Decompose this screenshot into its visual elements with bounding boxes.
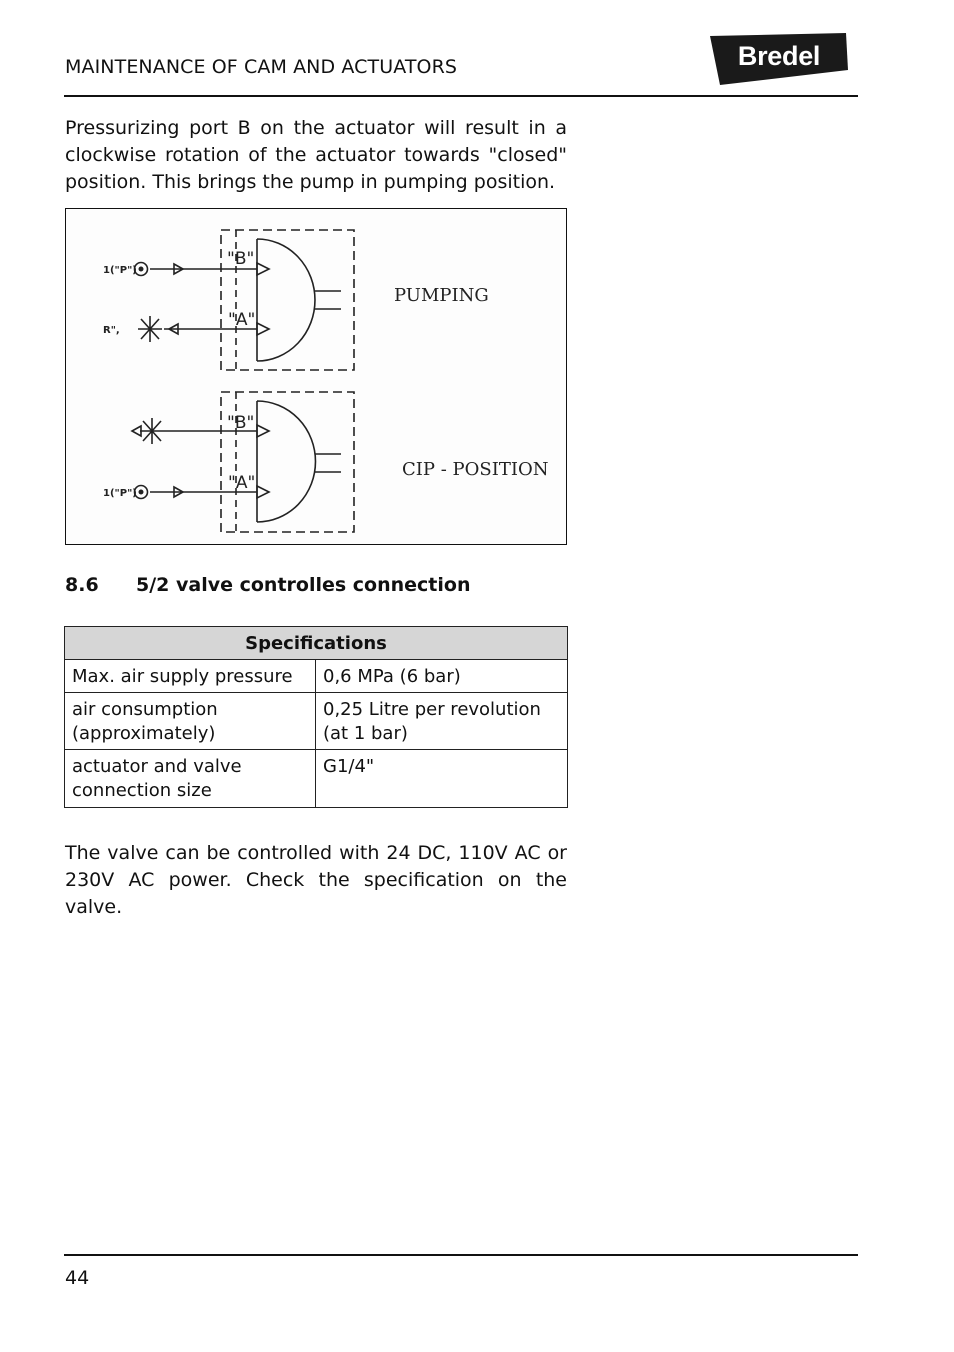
specifications-table bbox=[64, 626, 568, 808]
section-number: 8.6 bbox=[65, 574, 99, 596]
bottom-exhaust-arrow bbox=[132, 426, 141, 436]
spec-label: Max. air supply pressure bbox=[65, 660, 316, 693]
top-exhaust-muffler-icon bbox=[138, 316, 162, 342]
spec-label: air consumption (approximately) bbox=[65, 693, 316, 750]
actuator-diagram bbox=[65, 208, 567, 545]
bottom-state-label: CIP - POSITION bbox=[402, 459, 549, 480]
page-number: 44 bbox=[65, 1267, 90, 1289]
top-state-label: PUMPING bbox=[394, 285, 489, 306]
bottom-port-b-label: "B" bbox=[227, 413, 255, 433]
table-header: Specifications bbox=[65, 627, 568, 660]
spec-value: 0,6 MPa (6 bar) bbox=[316, 660, 568, 693]
bottom-port-a-arrow bbox=[257, 486, 269, 498]
bottom-supply-label: 1("P") bbox=[103, 488, 137, 499]
bottom-actuator-body bbox=[257, 401, 315, 522]
bottom-exhaust-muffler-icon bbox=[140, 418, 164, 444]
actuator-diagram-svg bbox=[66, 209, 566, 544]
spec-value: G1/4" bbox=[316, 750, 568, 808]
closing-paragraph: The valve can be controlled with 24 DC, 110V AC or 230V AC power. Check the specification on the valve. bbox=[65, 842, 567, 918]
header-rule bbox=[64, 95, 858, 97]
logo-text: Bredel bbox=[737, 40, 821, 71]
top-exhaust-label: R", bbox=[103, 325, 120, 336]
top-port-b-arrow bbox=[257, 263, 269, 275]
table-row bbox=[65, 750, 568, 808]
table-row bbox=[65, 660, 568, 693]
bredel-logo bbox=[708, 33, 850, 87]
top-port-a-label: "A" bbox=[228, 310, 256, 330]
footer-rule bbox=[64, 1254, 858, 1256]
spec-label: actuator and valve connection size bbox=[65, 750, 316, 808]
top-port-a-arrow bbox=[257, 323, 269, 335]
intro-paragraph: Pressurizing port B on the actuator will result in a clockwise rotation of the actuator towards "closed" position. This brings the pump in pumping position. bbox=[65, 117, 567, 193]
top-supply-label: 1("P") bbox=[103, 265, 137, 276]
table-row bbox=[65, 693, 568, 750]
header-title: MAINTENANCE OF CAM AND ACTUATORS bbox=[65, 56, 458, 78]
top-actuator-body bbox=[257, 239, 315, 361]
bottom-port-b-arrow bbox=[257, 425, 269, 437]
spec-value: 0,25 Litre per revolution (at 1 bar) bbox=[316, 693, 568, 750]
table-header-row bbox=[65, 627, 568, 660]
bottom-supply-port-dot bbox=[139, 490, 144, 495]
top-port-b-label: "B" bbox=[227, 249, 255, 269]
bottom-port-a-label: "A" bbox=[228, 473, 256, 493]
top-supply-port-dot bbox=[139, 267, 144, 272]
section-title: 5/2 valve controlles connection bbox=[136, 574, 471, 596]
